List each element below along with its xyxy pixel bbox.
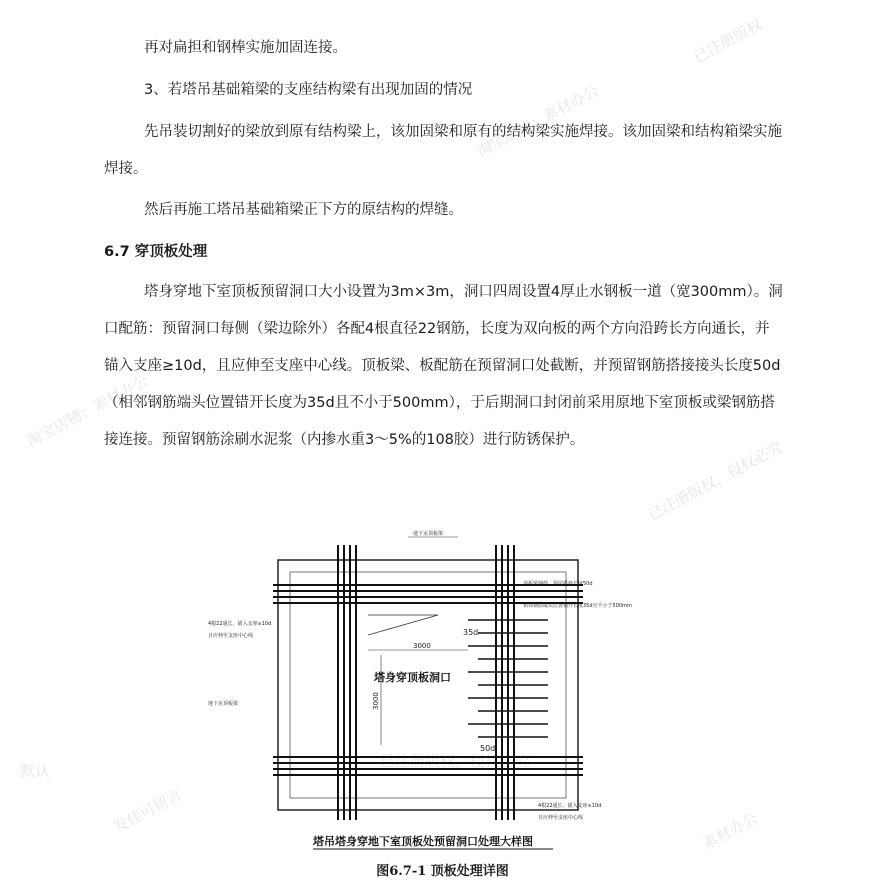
figure-caption: 图6.7-1 顶板处理详图 [376,864,509,879]
dim-35d: 35d [463,628,479,637]
paragraph: 然后再施工塔吊基础箱梁正下方的原结构的焊缝。 [144,202,463,218]
watermark: 默认 [20,762,51,780]
dim-50d: 50d [480,744,496,753]
detail-drawing [208,525,632,855]
paragraph: 塔身穿地下室顶板预留洞口大小设置为3m×3m，洞口四周设置4厚止水钢板一道（宽300mm）。洞口配筋：预留洞口每侧（梁边除外）各配4根直径22钢筋，长度为双向板的两个方向沿跨长方向通长，并锚入支座≥10d，且应伸至支座中心线。顶板梁、板配筋在预留洞口处截断，并预留钢筋搭接接头长度50d（相邻钢筋端头位置错开长度为35d且不小于500mm），于后期洞口封闭前采用原地下室顶板或梁钢筋搭接连接。预留钢筋涂刷水泥浆（内掺水重3～5%的108胶）进行防锈保护。 [104,284,783,448]
dim-3000-h: 3000 [413,642,431,650]
label-left-2: 地下室顶板梁 [208,701,239,707]
label-top: 地下室顶板梁 [413,531,444,537]
label-right-1: 顶板梁钢筋，预留搭接长度50d [523,581,593,587]
section-heading: 6.7 穿顶板处理 [104,244,208,260]
paragraph: 再对扁担和钢棒实施加固连接。 [144,40,347,56]
dim-3000-v: 3000 [372,692,380,710]
watermark: 已注册版权 [690,15,766,67]
watermark: 已注册版权，侵权必究 [380,752,531,770]
paragraph: 先吊装切割好的梁放到原有结构梁上，该加固梁和原有的结构梁实施焊接。该加固梁和结构箱梁实施焊接。 [104,124,782,177]
label-right-2: 相邻钢筋端头位置错开长度35d且不小于500mm [523,603,632,609]
watermark: 素材办公 [699,808,761,853]
label-br-1: 4根22通长，锚入支座≥10d [538,803,602,809]
paragraph: 3、若塔吊基础箱梁的支座结构梁有出现加固的情况 [144,82,473,98]
watermark: 淘宝店铺：素材办公 [473,81,602,161]
label-br-2: 且应伸至支座中心线 [538,815,584,821]
opening-label: 塔身穿顶板洞口 [374,671,451,684]
label-left-1b: 且应伸至支座中心线 [208,633,254,639]
watermark: 已注册版权，侵权必究 [644,437,786,525]
watermark: 发佳可留言 [110,785,186,837]
label-left-1a: 4根22通长，锚入支座≥10d [208,621,272,627]
drawing-title: 塔吊塔身穿地下室顶板处预留洞口处理大样图 [313,835,533,848]
watermark: 淘宝店铺：素材办公 [23,371,152,451]
